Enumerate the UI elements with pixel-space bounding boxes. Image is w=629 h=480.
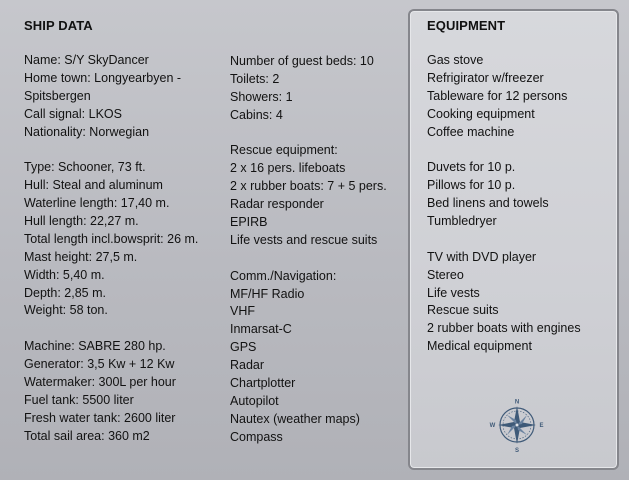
- spec-line: Refrigirator w/freezer: [427, 70, 544, 85]
- group-spacer: [427, 231, 581, 249]
- spec-line: Autopilot: [230, 393, 279, 408]
- spec-line: Stereo: [427, 267, 464, 282]
- compass-south-label: S: [514, 448, 520, 453]
- spec-line: EPIRB: [230, 215, 268, 230]
- group-spacer: [230, 125, 387, 143]
- spec-line: Generator: 3,5 Kw + 12 Kw: [24, 357, 175, 372]
- spec-line: Machine: SABRE 280 hp.: [24, 339, 166, 354]
- spec-line: Duvets for 10 p.: [427, 160, 516, 175]
- spec-line: Coffee machine: [427, 124, 515, 139]
- group-spacer: [24, 141, 198, 159]
- spec-line: Watermaker: 300L per hour: [24, 375, 176, 390]
- spec-line: Bed linens and towels: [427, 196, 549, 211]
- spec-line: Pillows for 10 p.: [427, 178, 516, 193]
- spec-line: Medical equipment: [427, 339, 532, 354]
- compass-north-label: N: [514, 399, 520, 406]
- spec-line: MF/HF Radio: [230, 286, 305, 301]
- compass-rose-icon: [489, 397, 545, 453]
- spec-line: Total length incl.bowsprit: 26 m.: [24, 231, 199, 246]
- spec-line: Nautex (weather maps): [230, 411, 360, 426]
- spec-line: Width: 5,40 m.: [24, 267, 105, 282]
- spec-line: Rescue equipment:: [230, 143, 338, 158]
- spec-line: 2 x rubber boats: 7 + 5 pers.: [230, 179, 387, 194]
- spec-line: 2 x 16 pers. lifeboats: [230, 161, 346, 176]
- spec-line: Life vests: [427, 285, 480, 300]
- spec-line: Cooking equipment: [427, 106, 535, 121]
- spec-line: Hull: Steal and aluminum: [24, 178, 163, 193]
- ship-data-column-1: [24, 52, 198, 446]
- spec-line: Fresh water tank: 2600 liter: [24, 410, 176, 425]
- spec-line: Toilets: 2: [230, 71, 280, 86]
- spec-line: Life vests and rescue suits: [230, 232, 378, 247]
- spec-line: Tableware for 12 persons: [427, 88, 568, 103]
- spec-line: Fuel tank: 5500 liter: [24, 392, 134, 407]
- compass-east-label: E: [539, 423, 544, 429]
- equipment-list: [427, 52, 581, 356]
- spec-line: Radar: [230, 358, 265, 373]
- group-spacer: [24, 320, 198, 338]
- compass-west-label: W: [489, 423, 496, 429]
- spec-line: Depth: 2,85 m.: [24, 285, 106, 300]
- spec-line: Call signal: LKOS: [24, 106, 122, 121]
- ship-data-column-2: [230, 53, 387, 447]
- spec-line: Cabins: 4: [230, 107, 283, 122]
- spec-line: Number of guest beds: 10: [230, 54, 374, 68]
- group-spacer: [230, 250, 387, 268]
- spec-line: Compass: [230, 429, 283, 444]
- equipment-title: EQUIPMENT: [427, 18, 506, 33]
- spec-line: Type: Schooner, 73 ft.: [24, 160, 146, 175]
- spec-line: Nationality: Norwegian: [24, 124, 150, 139]
- group-spacer: [427, 141, 581, 159]
- spec-line: Waterline length: 17,40 m.: [24, 196, 170, 211]
- spec-line: Name: S/Y SkyDancer: [24, 53, 149, 67]
- ship-data-title: SHIP DATA: [24, 18, 93, 33]
- spec-line: Rescue suits: [427, 303, 499, 318]
- spec-line: Showers: 1: [230, 89, 293, 104]
- spec-line: Comm./Navigation:: [230, 268, 337, 283]
- spec-line: Total sail area: 360 m2: [24, 428, 150, 443]
- spec-line: Spitsbergen: [24, 88, 91, 103]
- spec-line: Weight: 58 ton.: [24, 303, 108, 318]
- spec-line: VHF: [230, 304, 255, 319]
- spec-line: Home town: Longyearbyen -: [24, 70, 182, 85]
- spec-line: Chartplotter: [230, 376, 296, 391]
- spec-line: GPS: [230, 340, 257, 355]
- spec-line: Gas stove: [427, 53, 484, 67]
- spec-line: 2 rubber boats with engines: [427, 321, 581, 336]
- spec-line: Radar responder: [230, 197, 324, 212]
- spec-line: TV with DVD player: [427, 249, 537, 264]
- spec-line: Inmarsat-C: [230, 322, 292, 337]
- spec-line: Mast height: 27,5 m.: [24, 249, 138, 264]
- spec-line: Tumbledryer: [427, 214, 497, 229]
- spec-line: Hull length: 22,27 m.: [24, 214, 139, 229]
